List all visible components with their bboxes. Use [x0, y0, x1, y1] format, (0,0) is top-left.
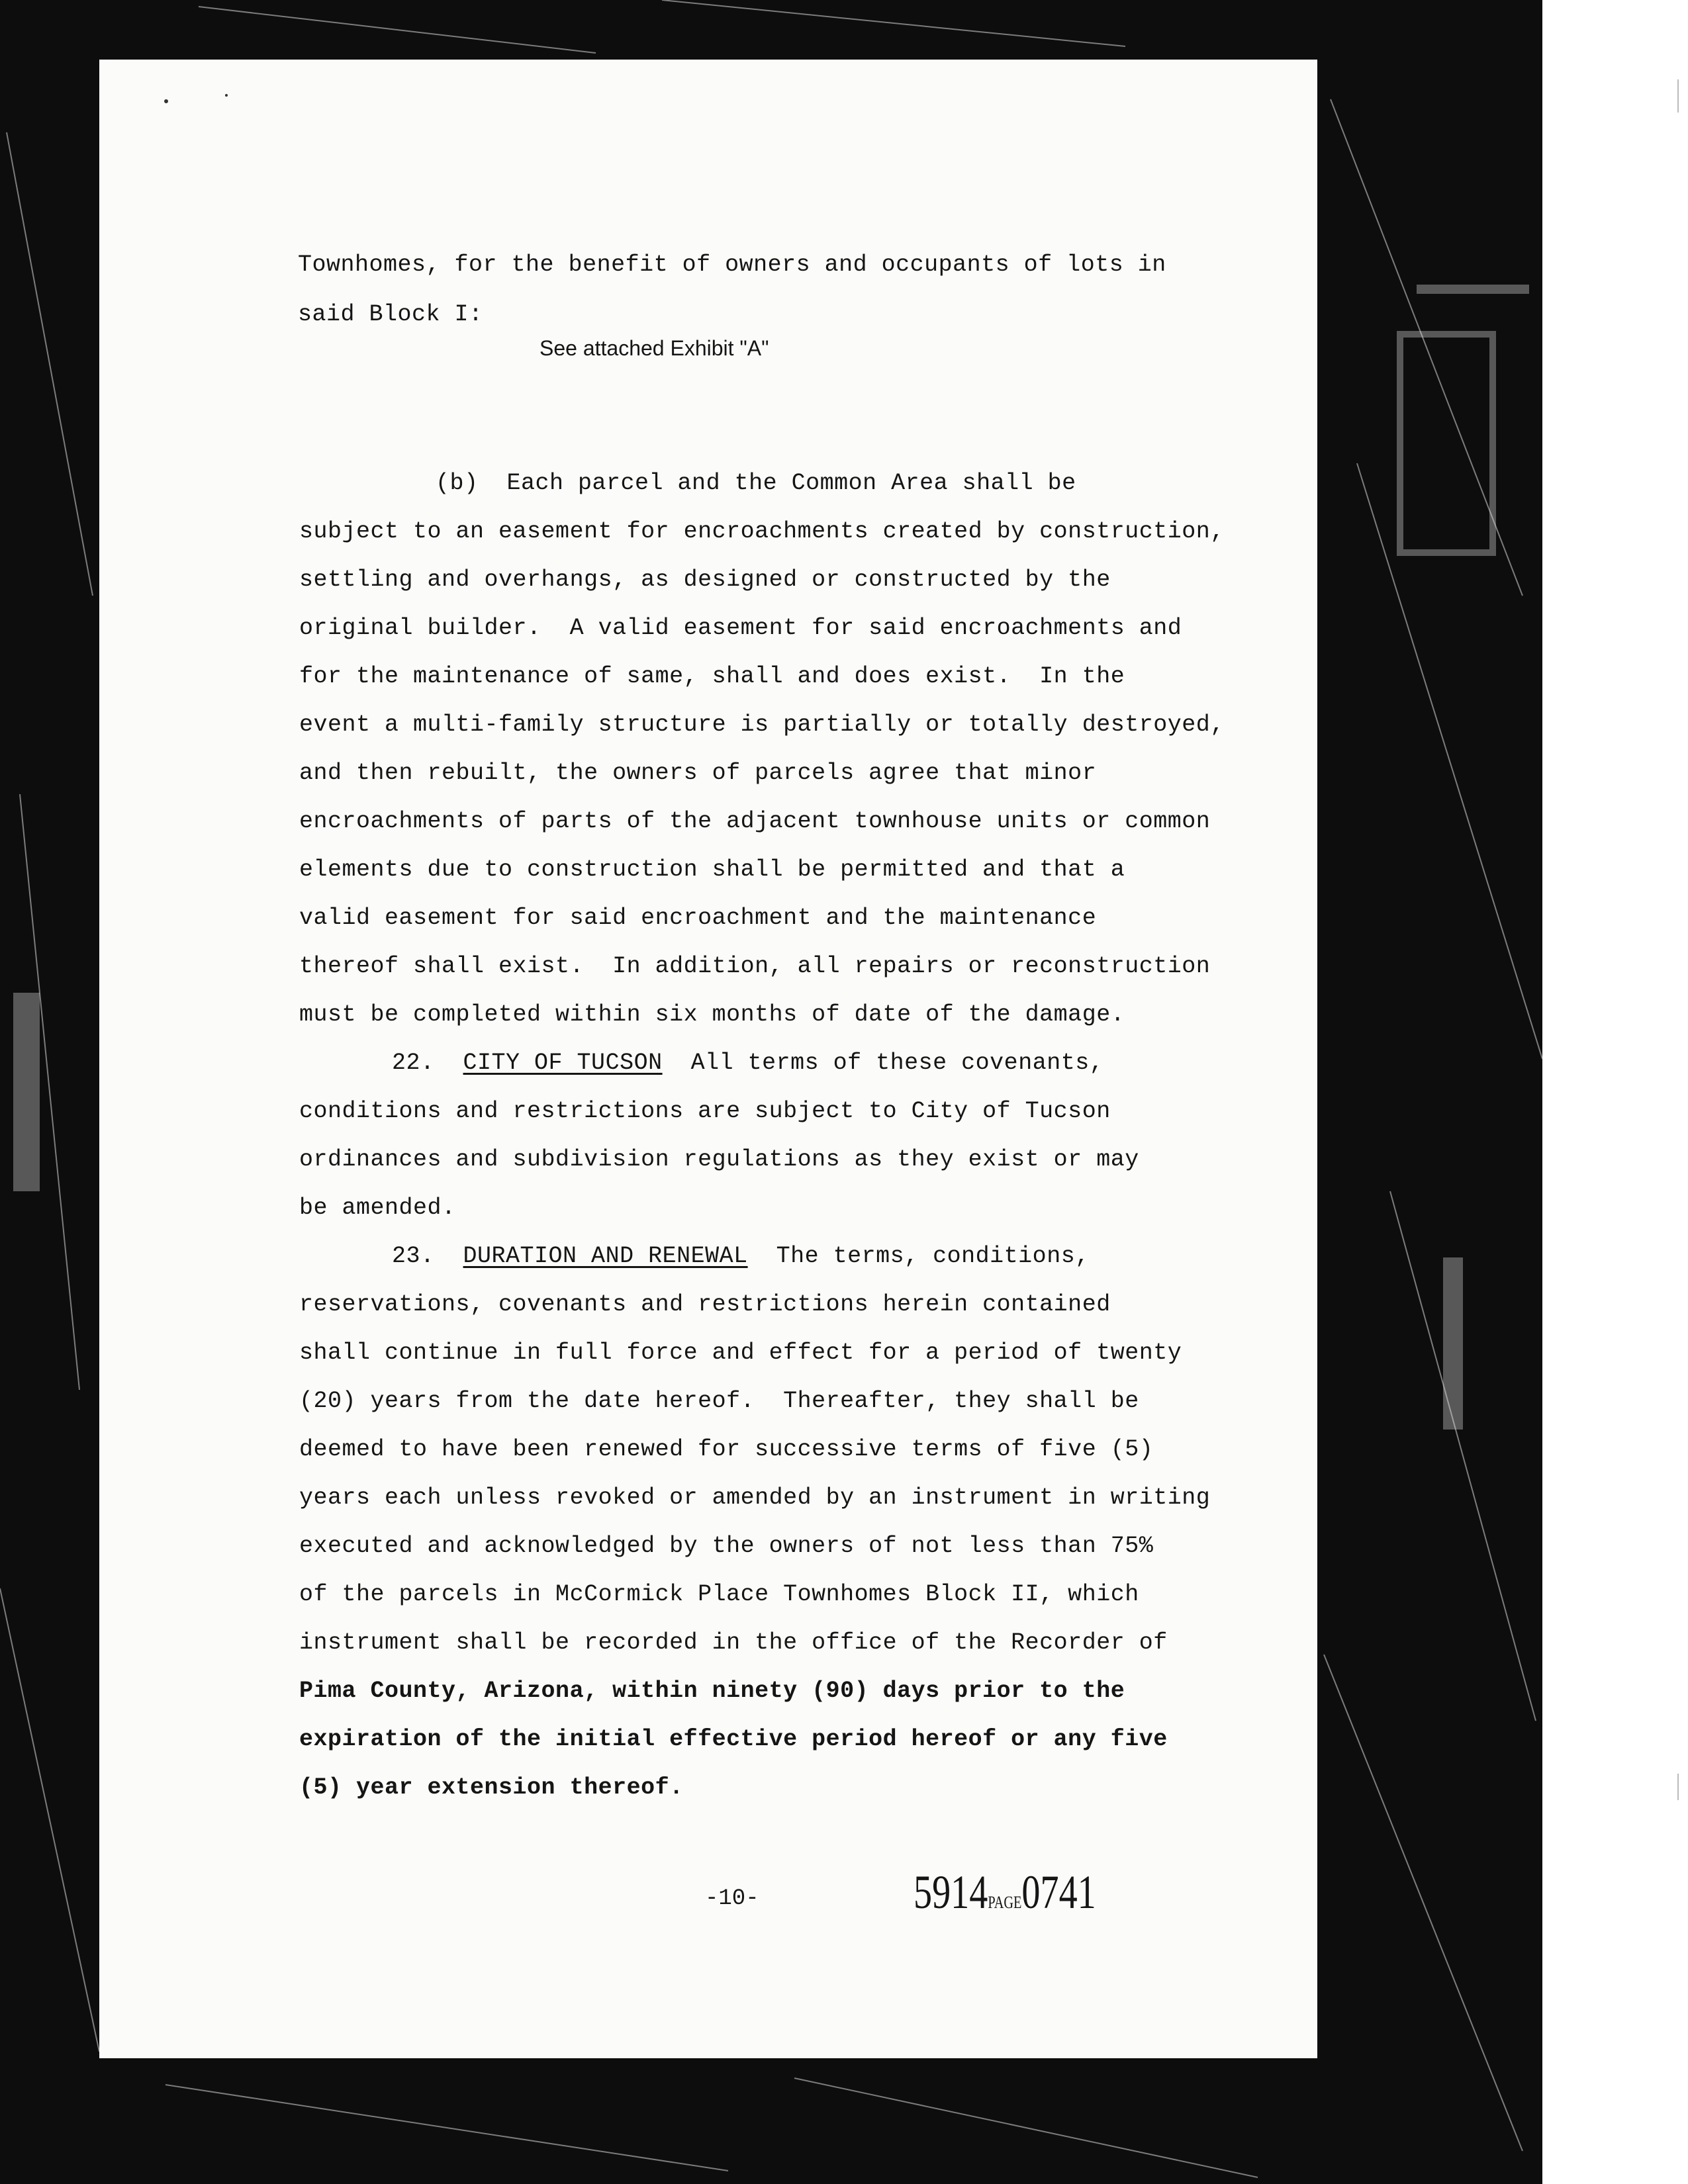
text-line: (b) Each parcel and the Common Area shall be: [436, 470, 1076, 496]
text-line: of the parcels in McCormick Place Townhomes Block II, which: [299, 1581, 1139, 1608]
text-line: instrument shall be recorded in the office of the Recorder of: [299, 1629, 1168, 1656]
text-line: shall continue in full force and effect for a period of twenty: [299, 1340, 1182, 1366]
section-23-number: 23.: [392, 1243, 435, 1269]
text-line: (20) years from the date hereof. Thereafter, they shall be: [299, 1388, 1139, 1414]
section-22-heading: CITY OF TUCSON: [463, 1050, 663, 1076]
text-line: thereof shall exist. In addition, all repairs or reconstruction: [299, 953, 1211, 979]
text-line: elements due to construction shall be permitted and that a: [299, 856, 1125, 883]
text-line: said Block I:: [298, 301, 483, 328]
text-line: expiration of the initial effective period hereof or any five: [299, 1726, 1168, 1752]
exhibit-reference: See attached Exhibit "A": [539, 336, 769, 360]
book-page-number: 0741: [1021, 1866, 1096, 1919]
text-line: original builder. A valid easement for said encroachments and: [299, 615, 1182, 641]
text-line: (5) year extension thereof.: [299, 1774, 684, 1801]
text-line: reservations, covenants and restrictions herein contained: [299, 1291, 1111, 1318]
text-line: subject to an easement for encroachments created by construction,: [299, 518, 1225, 545]
text-line: conditions and restrictions are subject to City of Tucson: [299, 1098, 1111, 1124]
text-line: executed and acknowledged by the owners of not less than 75%: [299, 1533, 1154, 1559]
section-22-line: [392, 1050, 1103, 1076]
text-line: encroachments of parts of the adjacent townhouse units or common: [299, 808, 1211, 835]
text-line: Pima County, Arizona, within ninety (90) days prior to the: [299, 1678, 1125, 1704]
text-line: be amended.: [299, 1195, 456, 1221]
text-line: years each unless revoked or amended by an instrument in writing: [299, 1484, 1211, 1511]
text-line: valid easement for said encroachment and the maintenance: [299, 905, 1097, 931]
text-line: settling and overhangs, as designed or constructed by the: [299, 567, 1111, 593]
text-line: and then rebuilt, the owners of parcels agree that minor: [299, 760, 1097, 786]
book-number: 5914: [914, 1866, 988, 1919]
text-line: deemed to have been renewed for successive terms of five (5): [299, 1436, 1154, 1463]
section-23-text: The terms, conditions,: [776, 1243, 1090, 1269]
page-number: -10-: [705, 1886, 759, 1911]
speck: [164, 99, 168, 103]
section-23-heading: DURATION AND RENEWAL: [463, 1243, 748, 1269]
text-line: ordinances and subdivision regulations as they exist or may: [299, 1146, 1139, 1173]
text-line: for the maintenance of same, shall and does exist. In the: [299, 663, 1125, 690]
text-line: event a multi-family structure is partially or totally destroyed,: [299, 711, 1225, 738]
section-22-text: All terms of these covenants,: [690, 1050, 1104, 1076]
book-page-label: PAGE: [988, 1893, 1022, 1912]
text-line: must be completed within six months of date of the damage.: [299, 1001, 1125, 1028]
book-page-stamp: [914, 1865, 1096, 1920]
speck: [225, 94, 228, 97]
text-line: Townhomes, for the benefit of owners and occupants of lots in: [298, 251, 1166, 278]
section-22-number: 22.: [392, 1050, 435, 1076]
section-23-line: [392, 1243, 1090, 1269]
document-page: [99, 60, 1317, 2058]
